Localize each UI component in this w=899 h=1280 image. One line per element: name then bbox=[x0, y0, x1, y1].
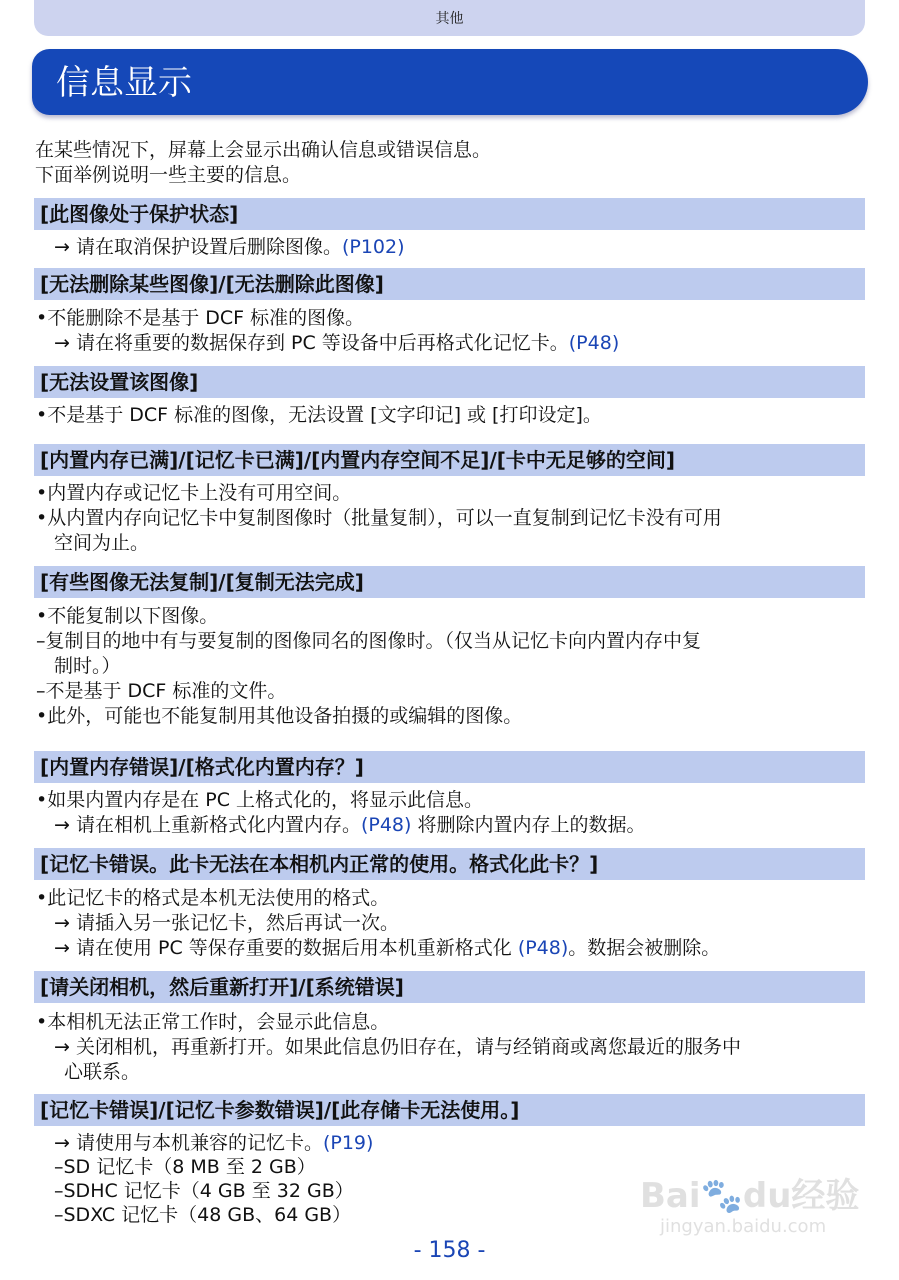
section-body bbox=[36, 886, 720, 961]
section-body bbox=[36, 1010, 741, 1085]
body-line: 心联系。 bbox=[64, 1061, 141, 1083]
body-line: 空间为止。 bbox=[54, 532, 150, 554]
line-text: → 请使用与本机兼容的记忆卡。 bbox=[54, 1132, 323, 1154]
body-line: •不能删除不是基于 DCF 标准的图像。 bbox=[36, 307, 365, 329]
watermark-url: jingyan.baidu.com bbox=[660, 1216, 827, 1237]
wm-brand3: 经验 bbox=[791, 1176, 860, 1216]
section-body bbox=[36, 604, 701, 729]
section-heading: [请关闭相机，然后重新打开]/[系统错误] bbox=[34, 971, 865, 1003]
section-heading: [无法设置该图像] bbox=[34, 366, 865, 398]
section-body bbox=[36, 1131, 373, 1227]
body-line: 制时。） bbox=[54, 655, 121, 677]
watermark-logo bbox=[640, 1168, 859, 1217]
line-text: → 请在相机上重新格式化内置内存。 bbox=[54, 814, 361, 836]
body-line: •不能复制以下图像。 bbox=[36, 605, 219, 627]
body-line bbox=[36, 235, 405, 260]
section-body bbox=[36, 481, 722, 556]
section-body bbox=[36, 788, 645, 838]
paw-icon: 🐾 bbox=[700, 1176, 743, 1216]
body-line: •如果内置内存是在 PC 上格式化的，将显示此信息。 bbox=[36, 789, 484, 811]
line-text: → 请在取消保护设置后删除图像。 bbox=[54, 236, 342, 258]
line-text: 。数据会被删除。 bbox=[568, 937, 721, 959]
body-line: → 关闭相机，再重新打开。如果此信息仍旧存在，请与经销商或离您最近的服务中 bbox=[54, 1036, 741, 1058]
body-line: –SDXC 记忆卡（48 GB、64 GB） bbox=[54, 1204, 352, 1226]
body-line: •内置内存或记忆卡上没有可用空间。 bbox=[36, 482, 352, 504]
section-tab bbox=[34, 0, 865, 36]
section-heading: [有些图像无法复制]/[复制无法完成] bbox=[34, 566, 865, 598]
section-heading: [内置内存错误]/[格式化内置内存？] bbox=[34, 751, 865, 783]
page-ref-link[interactable]: (P102) bbox=[341, 236, 405, 258]
line-text: → 请在将重要的数据保存到 PC 等设备中后再格式化记忆卡。 bbox=[54, 332, 569, 354]
body-line bbox=[36, 936, 720, 961]
section-heading: [无法删除某些图像]/[无法删除此图像] bbox=[34, 268, 865, 300]
section-heading: [记忆卡错误。此卡无法在本相机内正常的使用。格式化此卡？] bbox=[34, 848, 865, 880]
intro-line: 下面举例说明一些主要的信息。 bbox=[35, 164, 302, 186]
body-line: •不是基于 DCF 标准的图像，无法设置 [文字印记] 或 [打印设定]。 bbox=[36, 404, 602, 426]
body-line bbox=[36, 331, 619, 356]
section-heading: [内置内存已满]/[记忆卡已满]/[内置内存空间不足]/[卡中无足够的空间] bbox=[34, 444, 865, 476]
page-ref-link[interactable]: (P48) bbox=[360, 814, 412, 836]
body-line: •此记忆卡的格式是本机无法使用的格式。 bbox=[36, 887, 390, 909]
wm-brand2: du bbox=[742, 1176, 792, 1216]
section-heading: [记忆卡错误]/[记忆卡参数错误]/[此存储卡无法使用。] bbox=[34, 1094, 865, 1126]
section-body bbox=[36, 403, 602, 428]
page-title: 信息显示 bbox=[56, 63, 192, 103]
intro-text bbox=[35, 138, 491, 188]
line-text: → 请在使用 PC 等保存重要的数据后用本机重新格式化 bbox=[54, 937, 518, 959]
body-line: –SDHC 记忆卡（4 GB 至 32 GB） bbox=[54, 1180, 354, 1202]
body-line: → 请插入另一张记忆卡，然后再试一次。 bbox=[54, 912, 399, 934]
body-line: –不是基于 DCF 标准的文件。 bbox=[36, 680, 287, 702]
body-line bbox=[36, 813, 645, 838]
section-body bbox=[36, 235, 405, 260]
page-ref-link[interactable]: (P19) bbox=[322, 1132, 374, 1154]
intro-line: 在某些情况下，屏幕上会显示出确认信息或错误信息。 bbox=[35, 139, 492, 161]
body-line: •此外，可能也不能复制用其他设备拍摄的或编辑的图像。 bbox=[36, 705, 523, 727]
watermark bbox=[640, 1158, 880, 1248]
section-heading: [此图像处于保护状态] bbox=[34, 198, 865, 230]
page-ref-link[interactable]: (P48) bbox=[568, 332, 620, 354]
body-line: •从内置内存向记忆卡中复制图像时（批量复制），可以一直复制到记忆卡没有可用 bbox=[36, 507, 722, 529]
body-line: •本相机无法正常工作时，会显示此信息。 bbox=[36, 1011, 390, 1033]
wm-brand: Bai bbox=[640, 1176, 701, 1216]
section-tab-label: 其他 bbox=[435, 11, 464, 27]
page-number: - 158 - bbox=[413, 1238, 486, 1263]
page-ref-link[interactable]: (P48) bbox=[517, 937, 569, 959]
body-line: –复制目的地中有与要复制的图像同名的图像时。（仅当从记忆卡向内置内存中复 bbox=[36, 630, 702, 652]
body-line: –SD 记忆卡（8 MB 至 2 GB） bbox=[54, 1156, 316, 1178]
section-body bbox=[36, 306, 619, 356]
title-banner bbox=[32, 49, 868, 115]
body-line bbox=[36, 1131, 373, 1155]
line-text: 将删除内置内存上的数据。 bbox=[411, 814, 646, 836]
